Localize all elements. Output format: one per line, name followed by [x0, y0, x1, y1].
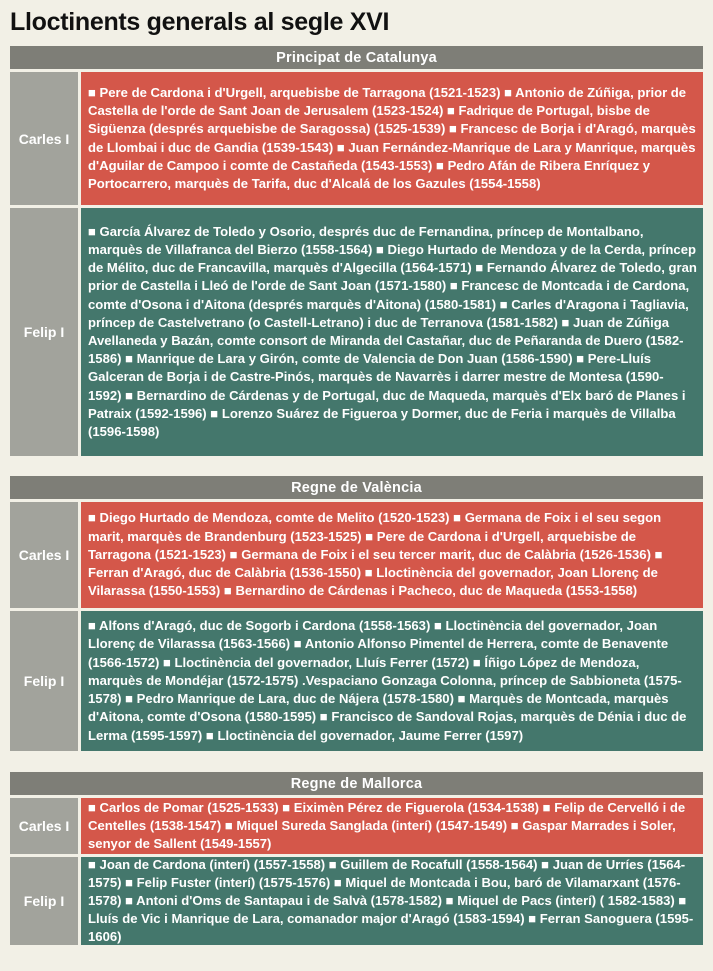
lieutenants-text: ■ García Álvarez de Toledo y Osorio, després duc de Fernandina, príncep de Montalbano, marquès de Villafranca del Bierzo (1558-1564) ■ Diego Hurtado de Mendoza y de la Cerda, príncep de Mélito, duc de Francavilla, marquès d'Algecilla (1564-1571) ■ Fernando Álvarez de Toledo, gran prior de Castella i Lleó de l'orde de Sant Joan (1571-1580) ■ Francesc de Montcada i de Cardona, comte d'Osona i d'Aitona (després marquès d'Aitona) (1580-1581) ■ Carles d'Aragona i Tagliavia, príncep de Castelvetrano (o Castell-Letrano) i duc de Terranova (1581-1582) ■ Juan de Zúñiga Avellaneda y Bazán, comte consort de Miranda del Castañar, duc de Peñaranda de Duero (1582-1586) ■ Manrique de Lara y Girón, comte de Valencia de Don Juan (1586-1590) ■ Pere-Lluís Galceran de Borja i de Castre-Pinós, marquès de Navarrès i darrer mestre de Montesa (1590-1592) ■ Bernardino de Cárdenas y de Portugal, duc de Maqueda, marquès d'Elx baró de Planes i Patraix (1592-1596) ■ Lorenzo Suárez de Figueroa y Dormer, duc de Feria i marquès de Villalba (1596-1598) [88, 223, 697, 440]
lieutenants-list [81, 798, 703, 854]
section-valencia [10, 476, 703, 751]
section-header-catalunya: Principat de Catalunya [10, 46, 703, 69]
page-title: Lloctinents generals al segle XVI [10, 8, 390, 36]
row-mallorca-felip [10, 857, 703, 945]
section-catalunya [10, 46, 703, 456]
lieutenants-text: ■ Pere de Cardona i d'Urgell, arquebisbe de Tarragona (1521-1523) ■ Antonio de Zúñiga, prior de Castella de l'orde de Sant Joan de Jerusalem (1523-1524) ■ Fadrique de Portugal, bisbe de Sigüenza (després arquebisbe de Saragossa) (1525-1539) ■ Francesc de Borja i d'Aragó, marquès de Llombai i duc de Gandia (1539-1543) ■ Juan Fernández-Manrique de Lara y Manrique, marquès d'Aguilar de Campoo i comte de Castañeda (1543-1553) ■ Pedro Afán de Ribera Enríquez y Portocarrero, marquès de Tarifa, duc d'Alcalá de los Gazules (1554-1558) [88, 84, 696, 191]
lieutenants-text: ■ Carlos de Pomar (1525-1533) ■ Eiximèn Pérez de Figuerola (1534-1538) ■ Felip de Cervelló i de Centelles (1538-1547) ■ Miquel Sureda Sanglada (interí) (1547-1549) ■ Gaspar Marrades i Soler, senyor de Sallent (1549-1557) [88, 799, 686, 852]
lieutenants-text: ■ Joan de Cardona (interí) (1557-1558) ■ Guillem de Rocafull (1558-1564) ■ Juan de Urríes (1564-1575) ■ Felip Fuster (interí) (1575-1576) ■ Miquel de Montcada i Bou, baró de Vilamarxant (1576-1578) ■ Antoni d'Oms de Santapau i de Salvà (1578-1582) ■ Miquel de Pacs (interí) ( 1582-1583) ■ Lluís de Vic i Manrique de Lara, comanador major d'Aragó (1583-1594) ■ Ferran Sanoguera (1595-1606) [88, 856, 694, 945]
lieutenants-text: ■ Diego Hurtado de Mendoza, comte de Melito (1520-1523) ■ Germana de Foix i el seu segon marit, marquès de Brandenburg (1523-1525) ■ Pere de Cardona i d'Urgell, arquebisbe de Tarragona (1521-1523) ■ Germana de Foix i el seu tercer marit, duc de Calàbria (1526-1536) ■ Ferran d'Aragó, duc de Calàbria (1536-1550) ■ Lloctinència del governador, Joan Llorenç de Vilarassa (1550-1553) ■ Bernardino de Cárdenas i Pacheco, duc de Maqueda (1553-1558) [88, 510, 663, 599]
lieutenants-text: ■ Alfons d'Aragó, duc de Sogorb i Cardona (1558-1563) ■ Lloctinència del governador, Joan Llorenç de Vilarassa (1563-1566) ■ Antonio Alfonso Pimentel de Herrera, comte de Benavente (1566-1572) ■ Lloctinència del governador, Lluís Ferrer (1572) ■ Íñigo López de Mendoza, marquès de Mondéjar (1572-1575) .Vespaciano Gonzaga Colonna, príncep de Sabbioneta (1575-1578) ■ Pedro Manrique de Lara, duc de Nájera (1578-1580) ■ Marquès de Montcada, marquès d'Aitona, comte d'Osona (1580-1595) ■ Francisco de Sandoval Rojas, marquès de Dénia i duc de Lerma (1595-1597) ■ Lloctinència del governador, Jaume Ferrer (1597) [88, 618, 687, 743]
section-header-mallorca: Regne de Mallorca [10, 772, 703, 795]
ruler-label: Carles I [10, 798, 78, 854]
row-valencia-felip [10, 611, 703, 751]
ruler-label: Carles I [10, 502, 78, 608]
lieutenants-list [81, 611, 703, 751]
ruler-label: Felip I [10, 857, 78, 945]
row-mallorca-carles [10, 798, 703, 854]
row-valencia-carles [10, 502, 703, 608]
section-mallorca [10, 772, 703, 945]
ruler-label: Carles I [10, 72, 78, 205]
lieutenants-list [81, 857, 703, 945]
lieutenants-list [81, 208, 703, 456]
ruler-label: Felip I [10, 208, 78, 456]
row-catalunya-felip [10, 208, 703, 456]
section-header-valencia: Regne de València [10, 476, 703, 499]
row-catalunya-carles [10, 72, 703, 205]
lieutenants-list [81, 502, 703, 608]
ruler-label: Felip I [10, 611, 78, 751]
lieutenants-list [81, 72, 703, 205]
